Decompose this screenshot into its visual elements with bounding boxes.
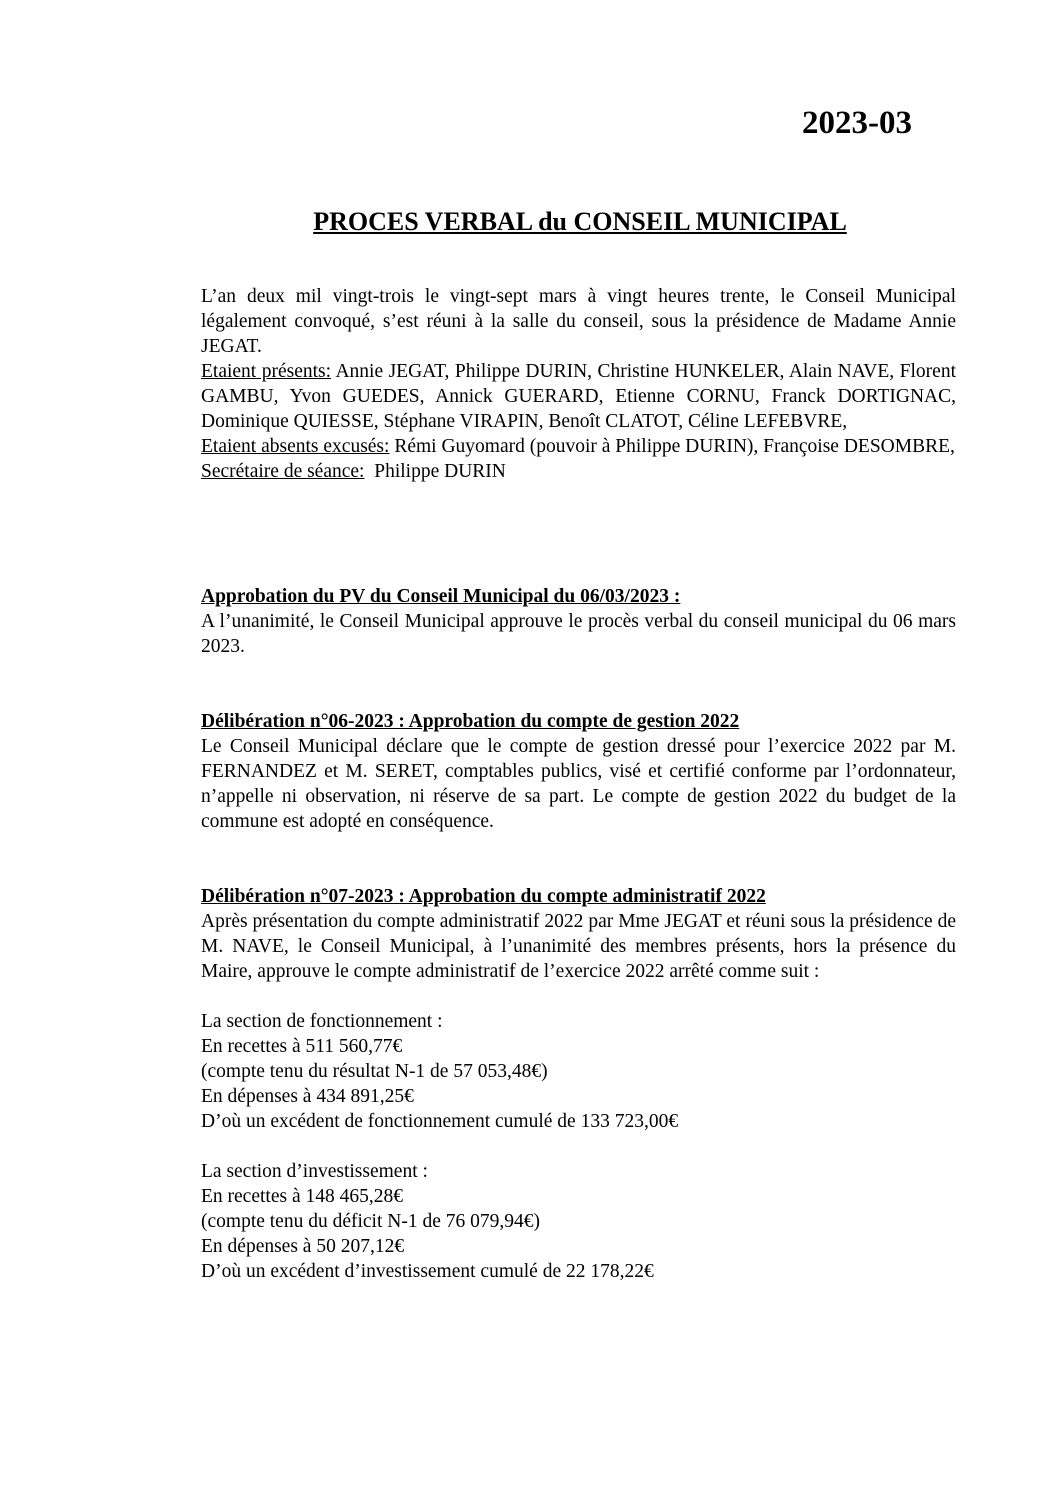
deliberation-06-text: Le Conseil Municipal déclare que le compte de gestion dressé pour l’exercice 2022 par M. FERNANDEZ et M. SERET, comptables publics, visé et certifié conforme par l’ordonnateur, n’appelle ni observation, ni réserve de sa part. Le compte de gestion 2022 du budget de la commune est adopté en conséquence. (201, 736, 956, 832)
pv-approval-heading: Approbation du PV du Conseil Municipal du 06/03/2023 : (201, 586, 681, 607)
absent-label: Etaient absents excusés: (201, 436, 390, 457)
document-body (201, 284, 956, 1284)
fonctionnement-excedent: D’où un excédent de fonctionnement cumulé de 133 723,00€ (201, 1111, 679, 1132)
investissement-recettes: En recettes à 148 465,28€ (201, 1186, 403, 1207)
document-number: 2023-03 (802, 105, 912, 141)
attendance-absent (201, 434, 956, 459)
attendance-present (201, 359, 956, 434)
present-label: Etaient présents: (201, 361, 332, 382)
investissement-deficit: (compte tenu du déficit N-1 de 76 079,94€) (201, 1211, 540, 1232)
fonctionnement-title: La section de fonctionnement : (201, 1011, 443, 1032)
deliberation-06-heading: Délibération n°06-2023 : Approbation du compte de gestion 2022 (201, 711, 740, 732)
absent-names: Rémi Guyomard (pouvoir à Philippe DURIN), Françoise DESOMBRE, (389, 436, 955, 457)
present-names: Annie JEGAT, Philippe DURIN, Christine HUNKELER, Alain NAVE, Florent GAMBU, Yvon GUEDES, Annick GUERARD, Etienne CORNU, Franck DORTIGNAC, Dominique QUIESSE, Stéphane VIRAPIN, Benoît CLATOT, Céline LEFEBVRE, (201, 361, 956, 432)
secretary-line (201, 459, 956, 484)
fonctionnement-depenses: En dépenses à 434 891,25€ (201, 1086, 414, 1107)
investissement-excedent: D’où un excédent d’investissement cumulé de 22 178,22€ (201, 1261, 654, 1282)
page-title: PROCES VERBAL du CONSEIL MUNICIPAL (313, 207, 847, 236)
pv-approval-text: A l’unanimité, le Conseil Municipal approuve le procès verbal du conseil municipal du 06 mars 2023. (201, 611, 956, 657)
deliberation-07-text: Après présentation du compte administratif 2022 par Mme JEGAT et réuni sous la présidence de M. NAVE, le Conseil Municipal, à l’unanimité des membres présents, hors la présence du Maire, approuve le compte administratif de l’exercice 2022 arrêté comme suit : (201, 911, 956, 982)
fonctionnement-resultat: (compte tenu du résultat N-1 de 57 053,48€) (201, 1061, 548, 1082)
fonctionnement-recettes: En recettes à 511 560,77€ (201, 1036, 403, 1057)
investissement-title: La section d’investissement : (201, 1161, 428, 1182)
deliberation-07-heading: Délibération n°07-2023 : Approbation du compte administratif 2022 (201, 886, 766, 907)
secretary-label: Secrétaire de séance: (201, 461, 365, 482)
opening-paragraph: L’an deux mil vingt-trois le vingt-sept mars à vingt heures trente, le Conseil Municipal légalement convoqué, s’est réuni à la salle du conseil, sous la présidence de Madame Annie JEGAT. (201, 286, 956, 357)
secretary-name: Philippe DURIN (364, 461, 506, 482)
investissement-depenses: En dépenses à 50 207,12€ (201, 1236, 405, 1257)
